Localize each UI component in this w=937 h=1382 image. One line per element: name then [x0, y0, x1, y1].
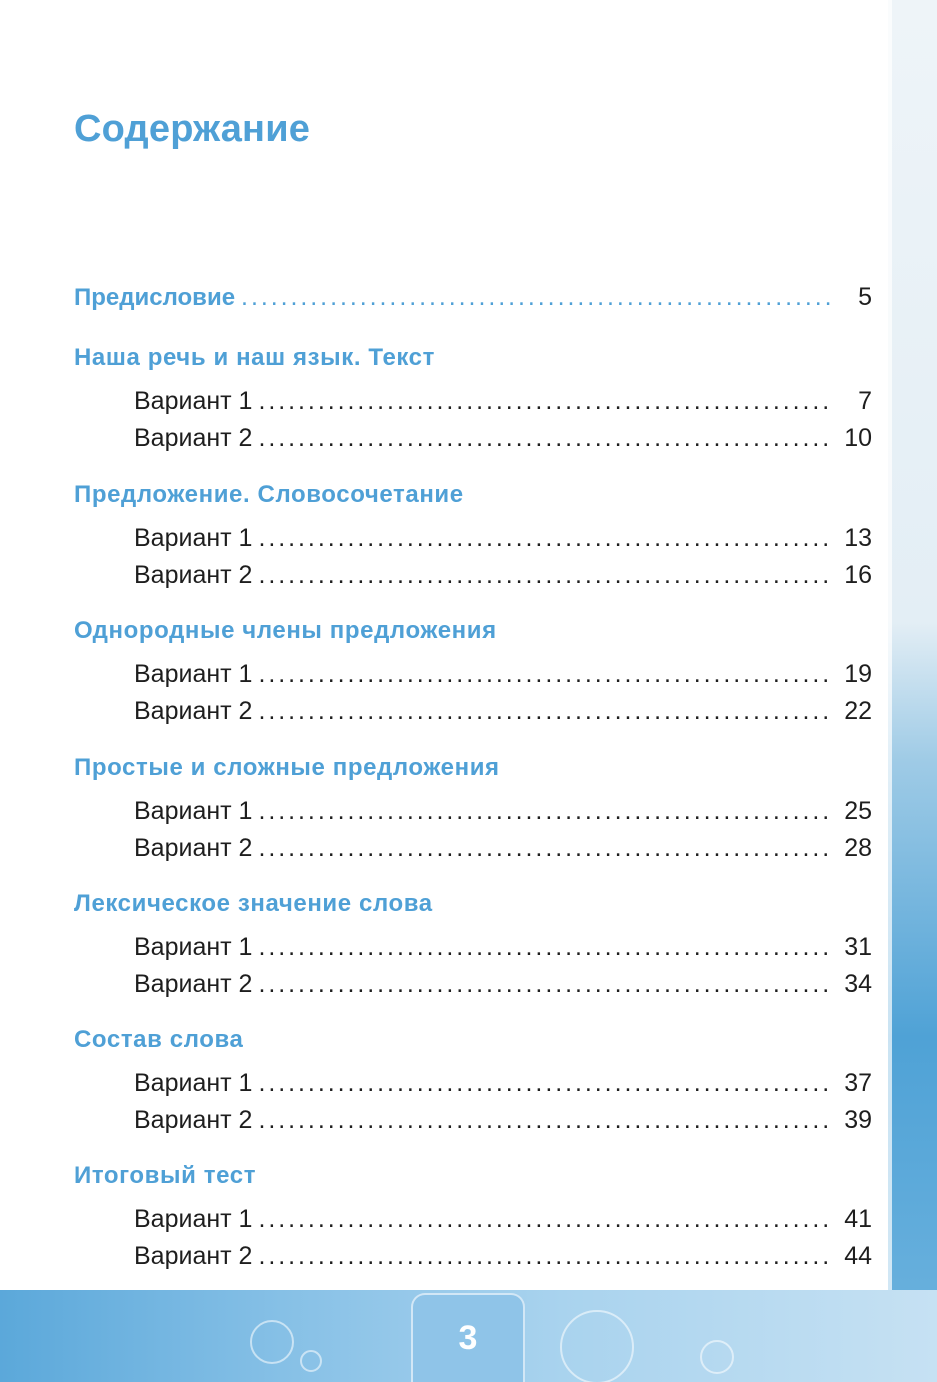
- section-heading: Предложение. Словосочетание: [74, 481, 464, 508]
- toc-entry-page: 5: [858, 283, 872, 311]
- toc-entry-page: 44: [844, 1242, 872, 1270]
- dot-leader: [258, 1242, 830, 1271]
- dot-leader: [258, 424, 830, 453]
- toc-entry-label: Вариант 2: [134, 1106, 253, 1134]
- toc-entry[interactable]: [134, 1242, 872, 1271]
- toc-entry-label: Вариант 1: [134, 1069, 253, 1097]
- toc-entry-label: Вариант 2: [134, 970, 253, 998]
- dot-leader: [258, 387, 830, 416]
- dot-leader: [258, 660, 830, 689]
- toc-entry-label: Вариант 1: [134, 660, 253, 688]
- toc-entry[interactable]: [134, 424, 872, 453]
- toc-entry[interactable]: [134, 1205, 872, 1234]
- decorative-bubble: [560, 1310, 634, 1382]
- toc-entry-label: Предисловие: [74, 284, 236, 311]
- toc-entry-label: Вариант 2: [134, 834, 253, 862]
- dot-leader: [258, 933, 830, 962]
- toc-entry-page: 16: [844, 561, 872, 589]
- toc-entry-page: 31: [844, 933, 872, 961]
- section-heading: Однородные члены предложения: [74, 617, 497, 644]
- toc-entry-label: Вариант 2: [134, 424, 253, 452]
- dot-leader: [258, 1205, 830, 1234]
- toc-entry[interactable]: [134, 970, 872, 999]
- decorative-side-band: [888, 0, 937, 1382]
- section-heading: Итоговый тест: [74, 1162, 257, 1189]
- toc-entry-page: 13: [844, 524, 872, 552]
- toc-entry-page: 37: [844, 1069, 872, 1097]
- dot-leader: [258, 561, 830, 590]
- toc-entry[interactable]: [134, 561, 872, 590]
- toc-entry-page: 10: [844, 424, 872, 452]
- toc-entry-preface[interactable]: [74, 283, 872, 312]
- page-number-tab: [411, 1293, 525, 1382]
- toc-entry[interactable]: [134, 660, 872, 689]
- toc-entry[interactable]: [134, 1106, 872, 1135]
- decorative-bubble: [700, 1340, 734, 1374]
- toc-entry-page: 19: [844, 660, 872, 688]
- toc-entry-label: Вариант 2: [134, 561, 253, 589]
- dot-leader: [258, 1106, 830, 1135]
- section-heading: Простые и сложные предложения: [74, 754, 500, 781]
- toc-entry-label: Вариант 2: [134, 697, 253, 725]
- dot-leader: [241, 283, 830, 312]
- dot-leader: [258, 697, 830, 726]
- toc-entry[interactable]: [134, 697, 872, 726]
- dot-leader: [258, 524, 830, 553]
- page-title: Содержание: [74, 108, 311, 150]
- toc-entry[interactable]: [134, 1069, 872, 1098]
- toc-entry[interactable]: [134, 797, 872, 826]
- page-number: 3: [458, 1319, 478, 1357]
- toc-entry-page: 7: [858, 387, 872, 415]
- decorative-bubble: [300, 1350, 322, 1372]
- dot-leader: [258, 834, 830, 863]
- decorative-bubble: [250, 1320, 294, 1364]
- dot-leader: [258, 1069, 830, 1098]
- toc-entry-label: Вариант 1: [134, 797, 253, 825]
- toc-entry-label: Вариант 1: [134, 933, 253, 961]
- toc-entry[interactable]: [134, 524, 872, 553]
- toc-entry-page: 39: [844, 1106, 872, 1134]
- toc-entry-label: Вариант 2: [134, 1242, 253, 1270]
- toc-entry[interactable]: [134, 387, 872, 416]
- toc-entry-page: 28: [844, 834, 872, 862]
- toc-entry-page: 25: [844, 797, 872, 825]
- dot-leader: [258, 797, 830, 826]
- toc-entry[interactable]: [134, 933, 872, 962]
- toc-entry-label: Вариант 1: [134, 1205, 253, 1233]
- toc-entry-page: 41: [844, 1205, 872, 1233]
- section-heading: Наша речь и наш язык. Текст: [74, 344, 435, 371]
- section-heading: Лексическое значение слова: [74, 890, 433, 917]
- toc-entry-page: 34: [844, 970, 872, 998]
- section-heading: Состав слова: [74, 1026, 244, 1053]
- toc-entry-label: Вариант 1: [134, 524, 253, 552]
- toc-entry-page: 22: [844, 697, 872, 725]
- toc-entry-label: Вариант 1: [134, 387, 253, 415]
- dot-leader: [258, 970, 830, 999]
- toc-entry[interactable]: [134, 834, 872, 863]
